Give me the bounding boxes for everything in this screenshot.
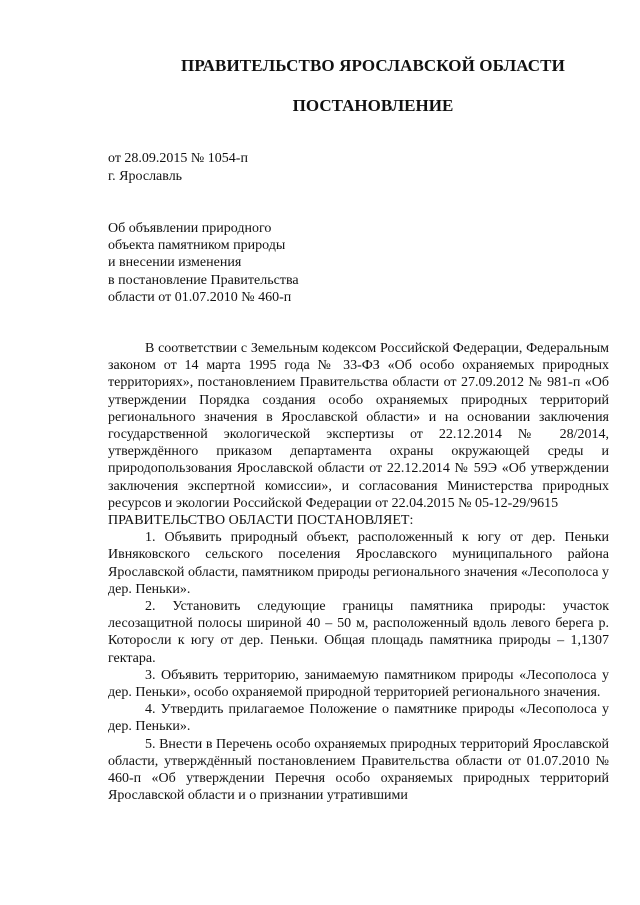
subject-line: области от 01.07.2010 № 460-п [108,289,292,305]
city: г. Ярославль [108,169,183,184]
decree-meta [108,150,248,186]
decree-subject [108,220,299,306]
subject-line: в постановление Правительства [108,272,299,288]
subject-line: Об объявлении природного [108,221,272,236]
resolves-line: ПРАВИТЕЛЬСТВО ОБЛАСТИ ПОСТАНОВЛЯЕТ: [108,513,414,529]
decree-body [108,340,609,804]
government-heading: ПРАВИТЕЛЬСТВО ЯРОСЛАВСКОЙ ОБЛАСТИ [181,56,565,75]
decree-item: 4. Утвердить прилагаемое Положение о памятнике природы «Лесополоса у дер. Пеньки». [108,702,609,735]
decree-heading: ПОСТАНОВЛЕНИЕ [292,96,454,115]
date-number: от 28.09.2015 № 1054-п [108,151,248,166]
decree-item: 3. Объявить территорию, занимаемую памятником природы «Лесополоса у дер. Пеньки», особо охраняемой природной территорией регионального значения. [108,667,609,701]
preamble-paragraph: В соответствии с Земельным кодексом Российской Федерации, Федеральным законом от 14 марта 1995 года № 33-ФЗ «Об особо охраняемых природных территориях», постановлением Правительства области от 27.09.2012 № 981-п «Об утверждении Порядка создания особо охраняемых природных территорий регионального значения в Ярославской области» и на основании заключения государственной экологической экспертизы от 22.12.2014 № 28/2014, утверждённого приказом департамента охраны окружающей среды и природопользования Ярославской области от 22.12.2014 № 59Э «Об утверждении заключения экспертной комиссии», и согласования Министерства природных ресурсов и экологии Российской Федерации от 22.04.2015 № 05-12-29/9615 [108,341,609,511]
decree-item: 5. Внести в Перечень особо охраняемых природных территорий Ярославской области, утверждённый постановлением Правительства области от 01.07.2010 № 460-п «Об утверждении Перечня особо охраняемых природных территорий Ярославской области и о признании утратившими [108,736,609,804]
decree-item: 2. Установить следующие границы памятника природы: участок лесозащитной полосы шириной 40 – 50 м, расположенный вдоль левого берега р. Которосли к югу от дер. Пеньки. Общая площадь памятника природы – 1,1307 гектара. [108,599,609,666]
subject-line: и внесении изменения [108,255,242,271]
decree-item: 1. Объявить природный объект, расположенный к югу от дер. Пеньки Ивняковского сельского поселения Ярославского муниципального района Ярославской области, памятником природы регионального значения «Лесополоса у дер. Пеньки». [108,530,609,597]
subject-line: объекта памятником природы [108,238,286,254]
